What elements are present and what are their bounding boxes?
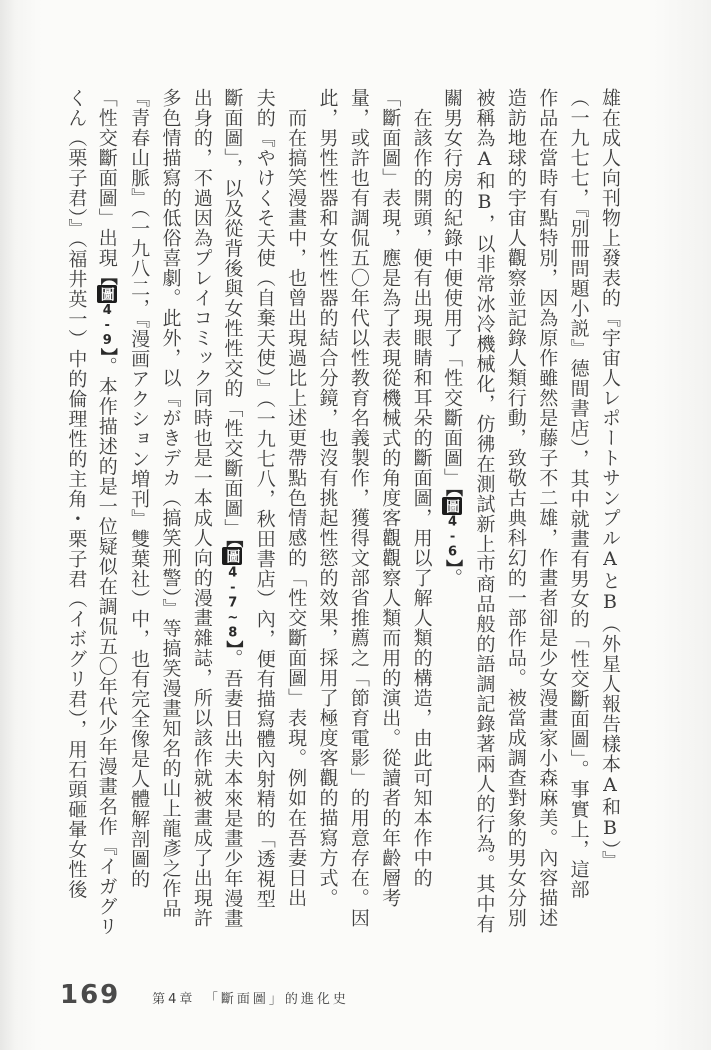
text-column-7: 在該作的開頭，便有出現眼睛和耳朵的斷面圖，用以了解人類的構造，由此可知本作中的 [410, 88, 433, 888]
text-column-8: 「斷面圖」表現，應是為了表現從機械式的角度客觀觀察人類而用的演出。從讀者的年齡層考 [379, 88, 402, 908]
figure-icon: 圖 [224, 549, 241, 563]
figure-reference-bracket: 】 [96, 348, 117, 357]
text-column-10: 此，男性性器和女性性器的結合分鏡，也沒有挑起性慾的效果，採用了極度客觀的描寫方式。 [316, 88, 339, 908]
text-column-11: 而在搞笑漫畫中，也曾出現過比上述更帶點色情感的「性交斷面圖」表現。例如在吾妻日出 [285, 88, 308, 908]
text-column-5: 被稱為A和B，以非常冰冷機械化，仿彿在測試新上市商品般的語調記錄著兩人的行為。其中有 [473, 88, 496, 934]
figure-reference [96, 268, 118, 357]
text-column-1: 雄在成人向刊物上發表的『宇宙人レポートサンプルAとB（外星人報告樣本A和B）』 [599, 88, 621, 871]
figure-reference [441, 488, 463, 568]
text-column-17: 「性交斷面圖」出現【圖4-9】。本作描述的是一位疑似在調侃五〇年代少年漫畫名作『イガグリ [95, 88, 118, 937]
figure-icon: 圖 [98, 287, 115, 301]
figure-number: 4-7~8 [225, 565, 241, 640]
text-column-12: 夫的『やけくそ天使（自棄天使）』（一九七八，秋田書店）內，便有描寫體內射精的「透視型 [253, 88, 276, 909]
text-column-18: くん（栗子君）』（福井英一）中的倫理性的主角・栗子君（イボグリ君），用石頭砸暈女性後 [65, 88, 88, 900]
text-column-6: 關男女行房的紀錄中便使用了「性交斷面圖」【圖4-6】。 [441, 88, 464, 588]
figure-icon: 圖 [444, 498, 461, 513]
text-column-15: 多色情描寫的低俗喜劇。此外，以『がきデカ（搞笑刑警）』等搞笑漫畫知名的山上龍彥之作品 [159, 88, 182, 919]
text-column-9: 量，或許也有調侃五〇年代以性教育名義製作，獲得文部省推薦之「節育電影」的用意存在。因 [347, 88, 370, 928]
figure-reference-bracket: 【 [96, 268, 117, 285]
text-column-4: 造訪地球的宇宙人觀察並記錄人類行動，致敬古典科幻的一部作品。被當成調查對象的男女分別 [504, 88, 527, 928]
page-number: 169 [60, 980, 121, 1010]
text-column-3: 作品在當時有點特別，因為原作雖然是藤子不二雄，作畫者卻是少女漫畫家小森麻美。內容描述 [536, 88, 559, 928]
figure-number: 4-9 [99, 303, 115, 348]
figure-reference-bracket: 】 [222, 640, 243, 649]
text-column-16: 『青春山脈』（一九八二，『漫画アクション増刊』雙葉社）中，也有完全像是人體解剖圖的 [128, 88, 151, 889]
text-column-2: （一九七七，『別冊問題小説』德間書店），其中就畫有男女的「性交斷面圖」。事實上，這部 [567, 88, 590, 900]
figure-reference-bracket: 【 [222, 538, 243, 547]
figure-reference [221, 539, 243, 649]
running-head: 第4章 「斷面圖」的進化史 [152, 992, 349, 1007]
figure-reference-bracket: 【 [442, 488, 463, 497]
figure-number: 4-6 [445, 514, 461, 560]
page-text [60, 88, 625, 954]
figure-reference-bracket: 】 [442, 559, 463, 568]
text-column-14: 出身的，不過因為プレイコミック同時也是一本成人向的漫畫雜誌，所以該作就被畫成了出現許 [190, 88, 213, 928]
text-column-13: 斷面圖」，以及從背後與女性性交的「性交斷面圖」【圖4-7~8】。吾妻日出夫本來是畫少年漫畫 [221, 88, 244, 929]
